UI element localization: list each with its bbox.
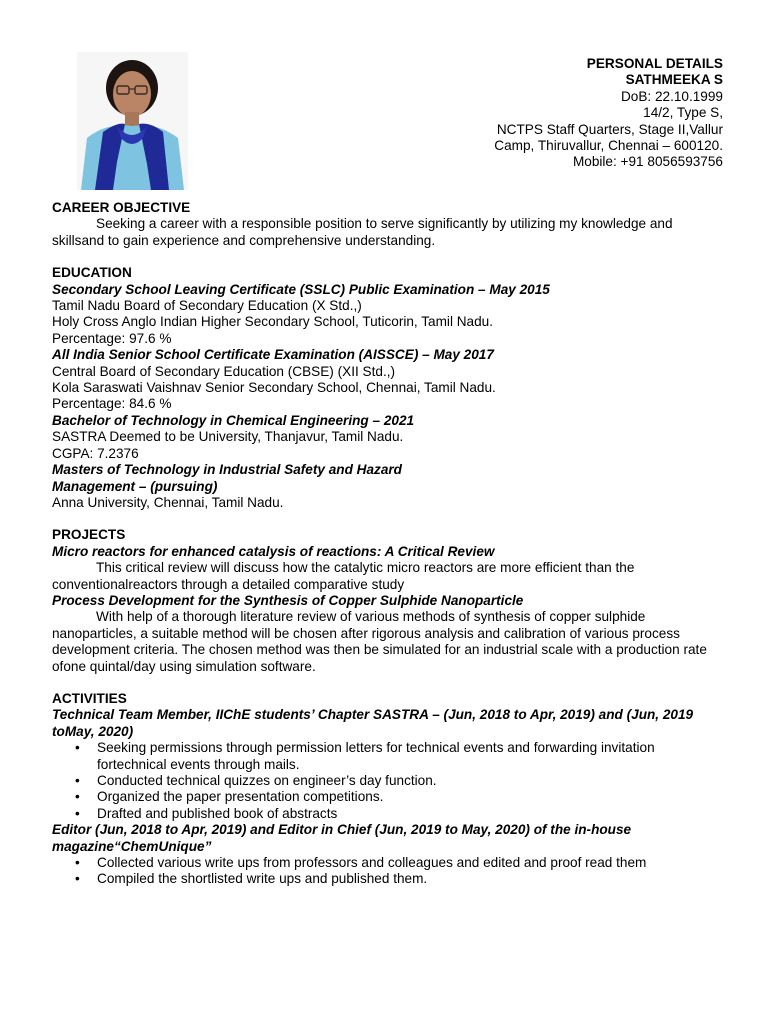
mtech-title-line-2: Management – (pursuing) bbox=[52, 478, 218, 494]
project-1-title: Micro reactors for enhanced catalysis of reactions: A Critical Review bbox=[52, 543, 495, 559]
project-2-line-4: ofone quintal/day using simulation software. bbox=[52, 658, 316, 674]
project-2-line-3: development criteria. The chosen method was then be simulated for an industrial scale with a production rate bbox=[52, 642, 707, 658]
project-2-title: Process Development for the Synthesis of Copper Sulphide Nanoparticle bbox=[52, 592, 524, 608]
activity-1-item-1-line-2: fortechnical events through mails. bbox=[97, 756, 300, 772]
project-2-line-2: nanoparticles, a suitable method will be chosen after rigorous analysis and calibration of various process bbox=[52, 625, 680, 641]
activity-1-title-line-2: toMay, 2020) bbox=[52, 723, 134, 739]
date-of-birth: DoB: 22.10.1999 bbox=[620, 88, 723, 104]
project-1-line-2: conventionalreactors through a detailed comparative study bbox=[52, 576, 405, 592]
aissce-percentage: Percentage: 84.6 % bbox=[52, 396, 172, 412]
project-2-line-1: With help of a thorough literature review of various methods of synthesis of copper sulphide bbox=[96, 609, 646, 625]
mtech-title-line-1: Masters of Technology in Industrial Safety and Hazard bbox=[52, 462, 402, 478]
personal-heading: PERSONAL DETAILS bbox=[586, 56, 723, 71]
projects-section bbox=[52, 527, 716, 675]
activity-1-list bbox=[52, 740, 716, 822]
btech-title: Bachelor of Technology in Chemical Engineering – 2021 bbox=[52, 412, 415, 428]
projects-heading: PROJECTS bbox=[52, 527, 126, 543]
btech-university: SASTRA Deemed to be University, Thanjavur, Tamil Nadu. bbox=[52, 429, 404, 445]
sslc-school: Holy Cross Anglo Indian Higher Secondary School, Tuticorin, Tamil Nadu. bbox=[52, 314, 494, 330]
candidate-name: SATHMEEKA S bbox=[625, 72, 723, 88]
activity-2-item-2: • Compiled the shortlisted write ups and published them. bbox=[97, 871, 716, 887]
sslc-percentage: Percentage: 97.6 % bbox=[52, 330, 172, 346]
mtech-university: Anna University, Chennai, Tamil Nadu. bbox=[52, 494, 284, 510]
project-1-line-1: This critical review will discuss how the catalytic micro reactors are more efficient than the bbox=[96, 560, 635, 576]
education-heading: EDUCATION bbox=[52, 265, 132, 281]
address-line-1: 14/2, Type S, bbox=[643, 105, 723, 121]
activity-1-item-1-line-1: • Seeking permissions through permission letters for technical events and forwarding invitation bbox=[97, 740, 655, 756]
sslc-board: Tamil Nadu Board of Secondary Education (X Std.,) bbox=[52, 298, 362, 314]
btech-cgpa: CGPA: 7.2376 bbox=[52, 445, 139, 461]
aissce-title: All India Senior School Certificate Examination (AISSCE) – May 2017 bbox=[52, 347, 494, 363]
activity-1-item-3: • Organized the paper presentation competitions. bbox=[97, 789, 716, 805]
mobile-number: Mobile: +91 8056593756 bbox=[572, 154, 723, 170]
profile-photo bbox=[77, 52, 188, 190]
address-line-3: Camp, Thiruvallur, Chennai – 600120. bbox=[494, 138, 723, 154]
career-objective-line-2: skillsand to gain experience and comprehensive understanding. bbox=[52, 232, 436, 248]
activity-2-title-line-2: magazine“ChemUnique” bbox=[52, 838, 212, 854]
activities-section bbox=[52, 691, 716, 888]
address-line-2: NCTPS Staff Quarters, Stage II,Vallur bbox=[496, 121, 723, 137]
career-objective-heading: CAREER OBJECTIVE bbox=[52, 200, 191, 215]
activity-2-title-line-1: Editor (Jun, 2018 to Apr, 2019) and Editor in Chief (Jun, 2019 to May, 2020) of the in-house bbox=[52, 822, 632, 838]
activity-1-item-2: • Conducted technical quizzes on engineer’s day function. bbox=[97, 773, 716, 789]
profile-photo-graphic bbox=[77, 52, 188, 190]
aissce-board: Central Board of Secondary Education (CBSE) (XII Std.,) bbox=[52, 363, 396, 379]
activity-2-item-1: • Collected various write ups from professors and colleagues and edited and proof read them bbox=[97, 855, 716, 871]
activity-1-title-line-1: Technical Team Member, IIChE students’ Chapter SASTRA – (Jun, 2018 to Apr, 2019) and (Jun, 2019 bbox=[52, 707, 694, 723]
activities-heading: ACTIVITIES bbox=[52, 690, 127, 706]
resume-body bbox=[52, 200, 716, 888]
career-objective-section bbox=[52, 200, 716, 249]
activity-1-item-1 bbox=[97, 740, 716, 773]
education-section bbox=[52, 265, 716, 511]
activity-1-item-4: • Drafted and published book of abstracts bbox=[97, 806, 716, 822]
activity-2-list bbox=[52, 855, 716, 888]
career-objective-line-1: Seeking a career with a responsible position to serve significantly by utilizing my knowledge and bbox=[96, 216, 673, 232]
aissce-school: Kola Saraswati Vaishnav Senior Secondary School, Chennai, Tamil Nadu. bbox=[52, 380, 496, 396]
personal-details bbox=[363, 56, 723, 171]
sslc-title: Secondary School Leaving Certificate (SSLC) Public Examination – May 2015 bbox=[52, 281, 550, 297]
